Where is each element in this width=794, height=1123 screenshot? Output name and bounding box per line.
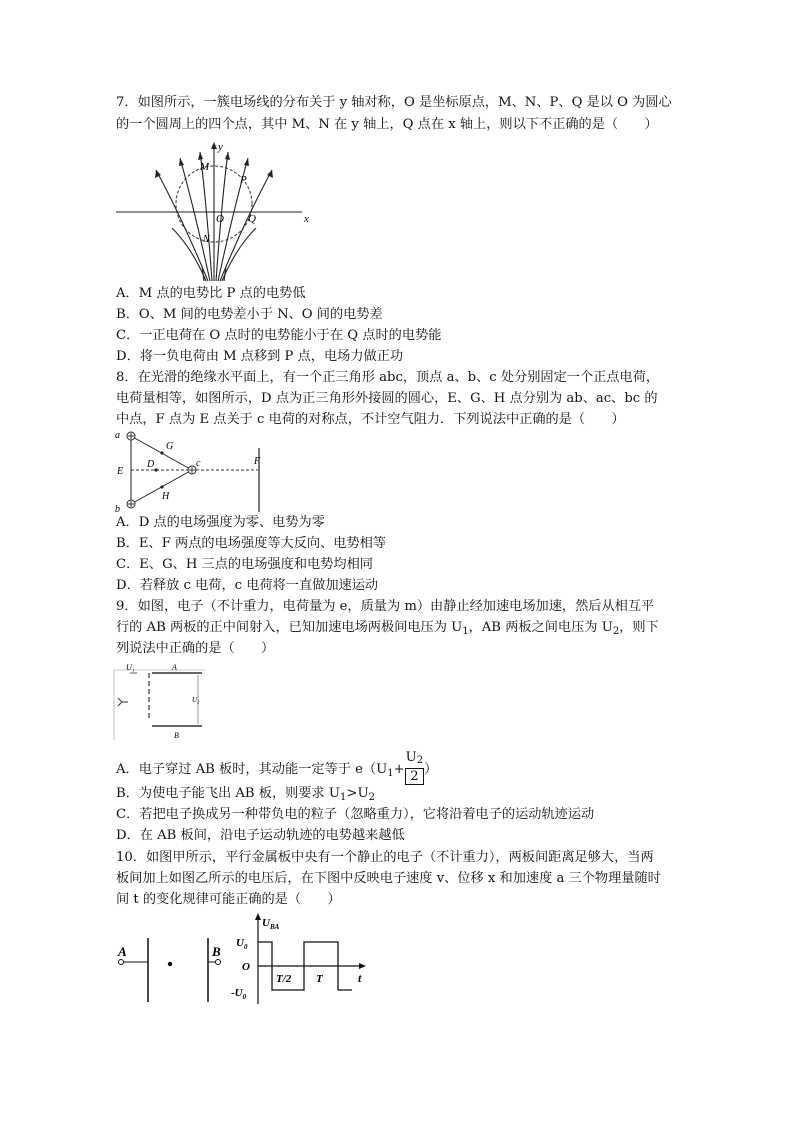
q8-fig-H-label: H bbox=[162, 491, 170, 502]
q9-fig-U2-label: U₂ bbox=[192, 696, 200, 704]
q9-option-d: D．在 AB 板间，沿电子运动轨迹的电势越来越低 bbox=[116, 828, 405, 843]
q8-fig-F-label: F bbox=[254, 456, 261, 467]
q10-stem-line3: 间 t 的变化规律可能正确的是（ ） bbox=[116, 892, 341, 907]
q9-option-a: A．电子穿过 AB 板时，其动能一定等于 $e(U_1+$ $\frac{U_2}{2}$ ） bbox=[116, 750, 438, 784]
q10-fig-t-axis-label: t bbox=[358, 971, 362, 985]
q8-option-c: C．E、G、H 三点的电场强度和电势均相同 bbox=[116, 557, 373, 572]
q9-fig-U1-label: U₁ bbox=[126, 663, 135, 672]
q7-stem-line2: 的一个圆周上的四个点，其中 M、N 在 y 轴上，Q 点在 x 轴上，则以下不正确的是（ ） bbox=[116, 117, 658, 132]
q7-option-b: B．O、M 间的电势差小于 N、O 间的电势差 bbox=[116, 307, 383, 322]
q9-capacitor-figure bbox=[112, 660, 212, 742]
q9-stem-line2: 行的 AB 两板的正中间射入，已知加速电场两极间电压为 $U_1$，AB 两板之间电压为 $U_2$，则下 bbox=[116, 620, 659, 637]
q9-option-b: B．为使电子能飞出 AB 板，则要求 $U_1>U_2$ bbox=[116, 786, 375, 803]
q9-fig-A-label: A bbox=[172, 663, 177, 672]
q7-fig-x-label: x bbox=[304, 213, 309, 225]
q7-option-a: A．M 点的电势比 P 点的电势低 bbox=[116, 286, 306, 301]
q7-stem-line1: 7．如图所示，一簇电场线的分布关于 y 轴对称，O 是坐标原点，M、N、P、Q 是以 O 为圆心 bbox=[116, 95, 672, 110]
q8-fig-D-label: D bbox=[147, 459, 155, 470]
q8-stem-line1: 8．在光滑的绝缘水平面上，有一个正三角形 abc，顶点 a、b、c 处分别固定一个正点电荷， bbox=[116, 370, 660, 385]
q7-fig-P-label: P bbox=[240, 174, 247, 186]
q10-fig-uba-label: $U_{BA}$ bbox=[262, 917, 280, 931]
q10-stem-line2: 板间加上如图乙所示的电压后，在下图中反映电子速度 v、位移 x 和加速度 a 三个物理量随时 bbox=[116, 871, 661, 886]
q7-fig-M-label: M bbox=[200, 161, 210, 173]
q7-option-c: C．一正电荷在 O 点时的电势能小于在 Q 点时的电势能 bbox=[116, 328, 442, 343]
q8-fig-c-label: c bbox=[196, 458, 201, 469]
q10-fig-neg-u0-label: $-U_0$ bbox=[231, 987, 247, 1001]
q7-fig-y-label: y bbox=[218, 141, 223, 153]
q10-fig-B-label: B bbox=[212, 944, 221, 959]
q7-fig-Q-label: Q bbox=[248, 213, 256, 225]
q7-field-line-figure bbox=[112, 138, 322, 283]
q8-fig-G-label: G bbox=[166, 441, 174, 452]
q8-option-d: D．若释放 c 电荷，c 电荷将一直做加速运动 bbox=[116, 578, 379, 593]
q10-fig-origin-label: O bbox=[242, 961, 250, 973]
q8-fig-E-label: E bbox=[117, 466, 124, 477]
q10-fig-period-label: T bbox=[316, 973, 323, 985]
q10-plates-and-voltage-figure bbox=[112, 910, 372, 1008]
q9-stem-line3: 列说法中正确的是（ ） bbox=[116, 641, 275, 656]
q8-option-b: B．E、F 两点的电场强度等大反向、电势相等 bbox=[116, 536, 387, 551]
q8-fig-b-label: b bbox=[115, 504, 120, 515]
q8-fig-a-label: a bbox=[115, 430, 120, 441]
q10-fig-A-label: A bbox=[118, 944, 127, 959]
q8-stem-line2: 电荷量相等，如图所示，D 点为正三角形外接圆的圆心，E、G、H 点分别为 ab、ac、bc 的 bbox=[116, 391, 658, 406]
q8-triangle-figure bbox=[112, 428, 272, 516]
q10-fig-half-period-label: T/2 bbox=[276, 973, 292, 985]
q9-stem-line1: 9．如图，电子（不计重力，电荷量为 e，质量为 m）由静止经加速电场加速，然后从相互平 bbox=[116, 599, 655, 614]
q9-option-c: C．若把电子换成另一种带负电的粒子（忽略重力），它将沿着电子的运动轨迹运动 bbox=[116, 807, 595, 822]
q8-stem-line3: 中点，F 点为 E 点关于 c 电荷的对称点，不计空气阻力．下列说法中正确的是（ ） bbox=[116, 412, 625, 427]
q7-fig-N-label: N bbox=[203, 234, 210, 245]
q7-fig-O-label: O bbox=[216, 213, 224, 225]
q9-fig-B-label: B bbox=[174, 731, 179, 740]
q10-fig-u0-label: $U_0$ bbox=[236, 937, 248, 951]
q8-option-a: A．D 点的电场强度为零、电势为零 bbox=[116, 515, 325, 530]
q10-stem-line1: 10．如图甲所示，平行金属板中央有一个静止的电子（不计重力），两板间距离足够大，当两 bbox=[116, 850, 654, 865]
q7-option-d: D．将一负电荷由 M 点移到 P 点，电场力做正功 bbox=[116, 349, 404, 364]
